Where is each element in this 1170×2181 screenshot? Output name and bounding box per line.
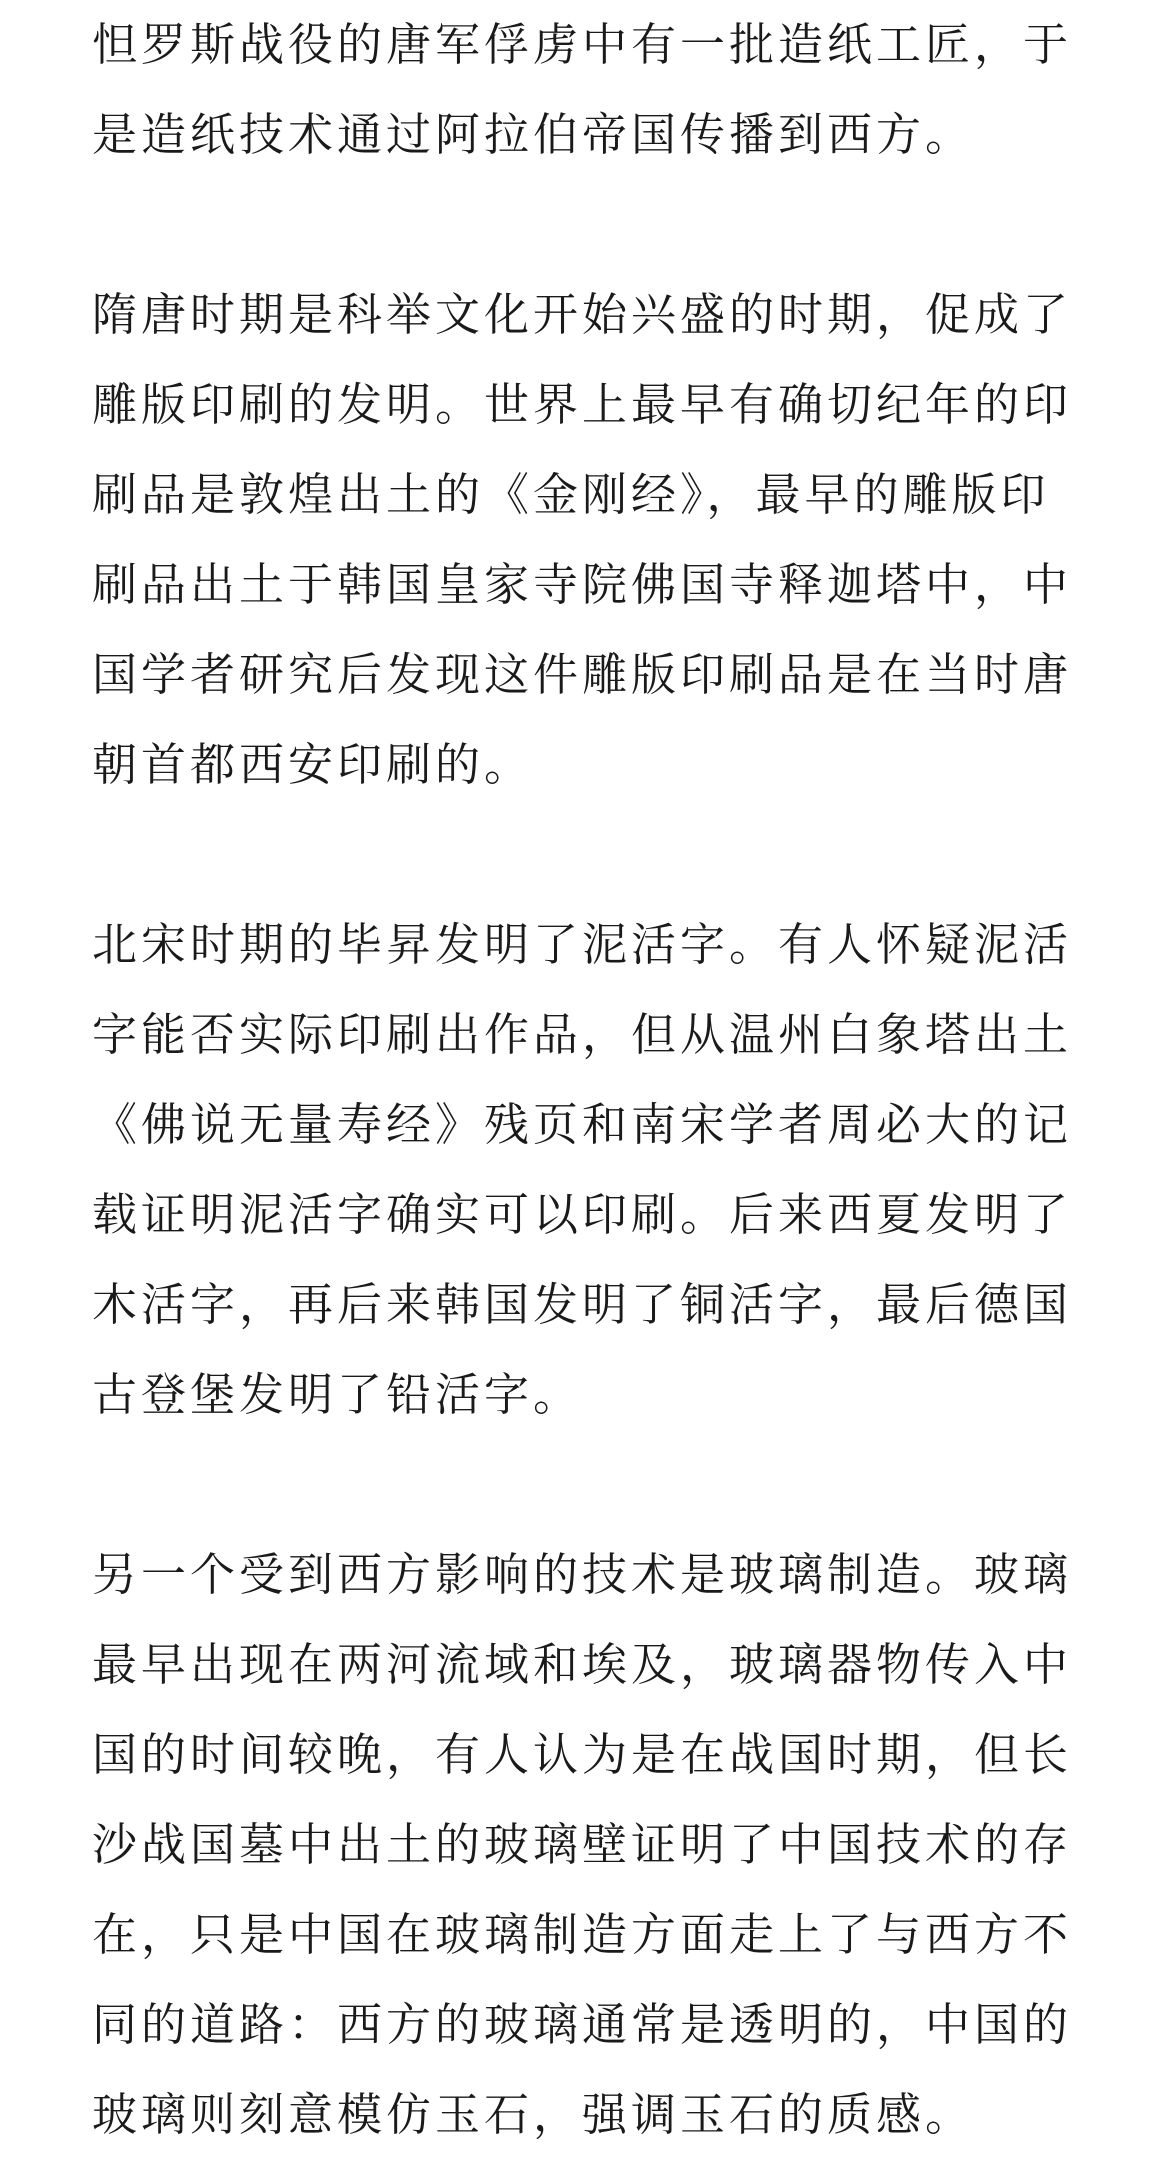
- text-line: 隋唐时期是科举文化开始兴盛的时期，促成了: [92, 288, 1073, 341]
- text-line: 字能否实际印刷出作品，但从温州白象塔出土: [92, 1008, 1073, 1061]
- text-line: 玻璃则刻意模仿玉石，强调玉石的质感。: [92, 2088, 975, 2141]
- text-line: 刷品出土于韩国皇家寺院佛国寺释迦塔中，中: [92, 558, 1073, 611]
- text-line: 《佛说无量寿经》残页和南宋学者周必大的记: [92, 1098, 1073, 1151]
- text-line: 朝首都西安印刷的。: [92, 738, 534, 791]
- text-line: 古登堡发明了铅活字。: [92, 1368, 583, 1421]
- text-line: 国学者研究后发现这件雕版印刷品是在当时唐: [92, 648, 1073, 701]
- text-line: 沙战国墓中出土的玻璃壁证明了中国技术的存: [92, 1818, 1073, 1871]
- text-line: 载证明泥活字确实可以印刷。后来西夏发明了: [92, 1188, 1073, 1241]
- text-line: 雕版印刷的发明。世界上最早有确切纪年的印: [92, 378, 1073, 431]
- paragraph-paper-transmission: [92, 0, 1082, 180]
- text-line: 木活字，再后来韩国发明了铜活字，最后德国: [92, 1278, 1073, 1331]
- paragraph-movable-type: [92, 900, 1082, 1440]
- text-line: 刷品是敦煌出土的《金刚经》，最早的雕版印: [92, 468, 1050, 521]
- text-line: 是造纸技术通过阿拉伯帝国传播到西方。: [92, 108, 975, 161]
- text-line: 同的道路：西方的玻璃通常是透明的，中国的: [92, 1998, 1073, 2051]
- paragraph-woodblock-printing: [92, 270, 1082, 810]
- text-line: 国的时间较晚，有人认为是在战国时期，但长: [92, 1728, 1073, 1781]
- text-line: 另一个受到西方影响的技术是玻璃制造。玻璃: [92, 1548, 1073, 1601]
- paragraph-glass-making: [92, 1530, 1082, 2160]
- text-line: 怛罗斯战役的唐军俘虏中有一批造纸工匠，于: [92, 18, 1073, 71]
- text-line: 北宋时期的毕昇发明了泥活字。有人怀疑泥活: [92, 918, 1073, 971]
- text-line: 在，只是中国在玻璃制造方面走上了与西方不: [92, 1908, 1073, 1961]
- text-line: 最早出现在两河流域和埃及，玻璃器物传入中: [92, 1638, 1073, 1691]
